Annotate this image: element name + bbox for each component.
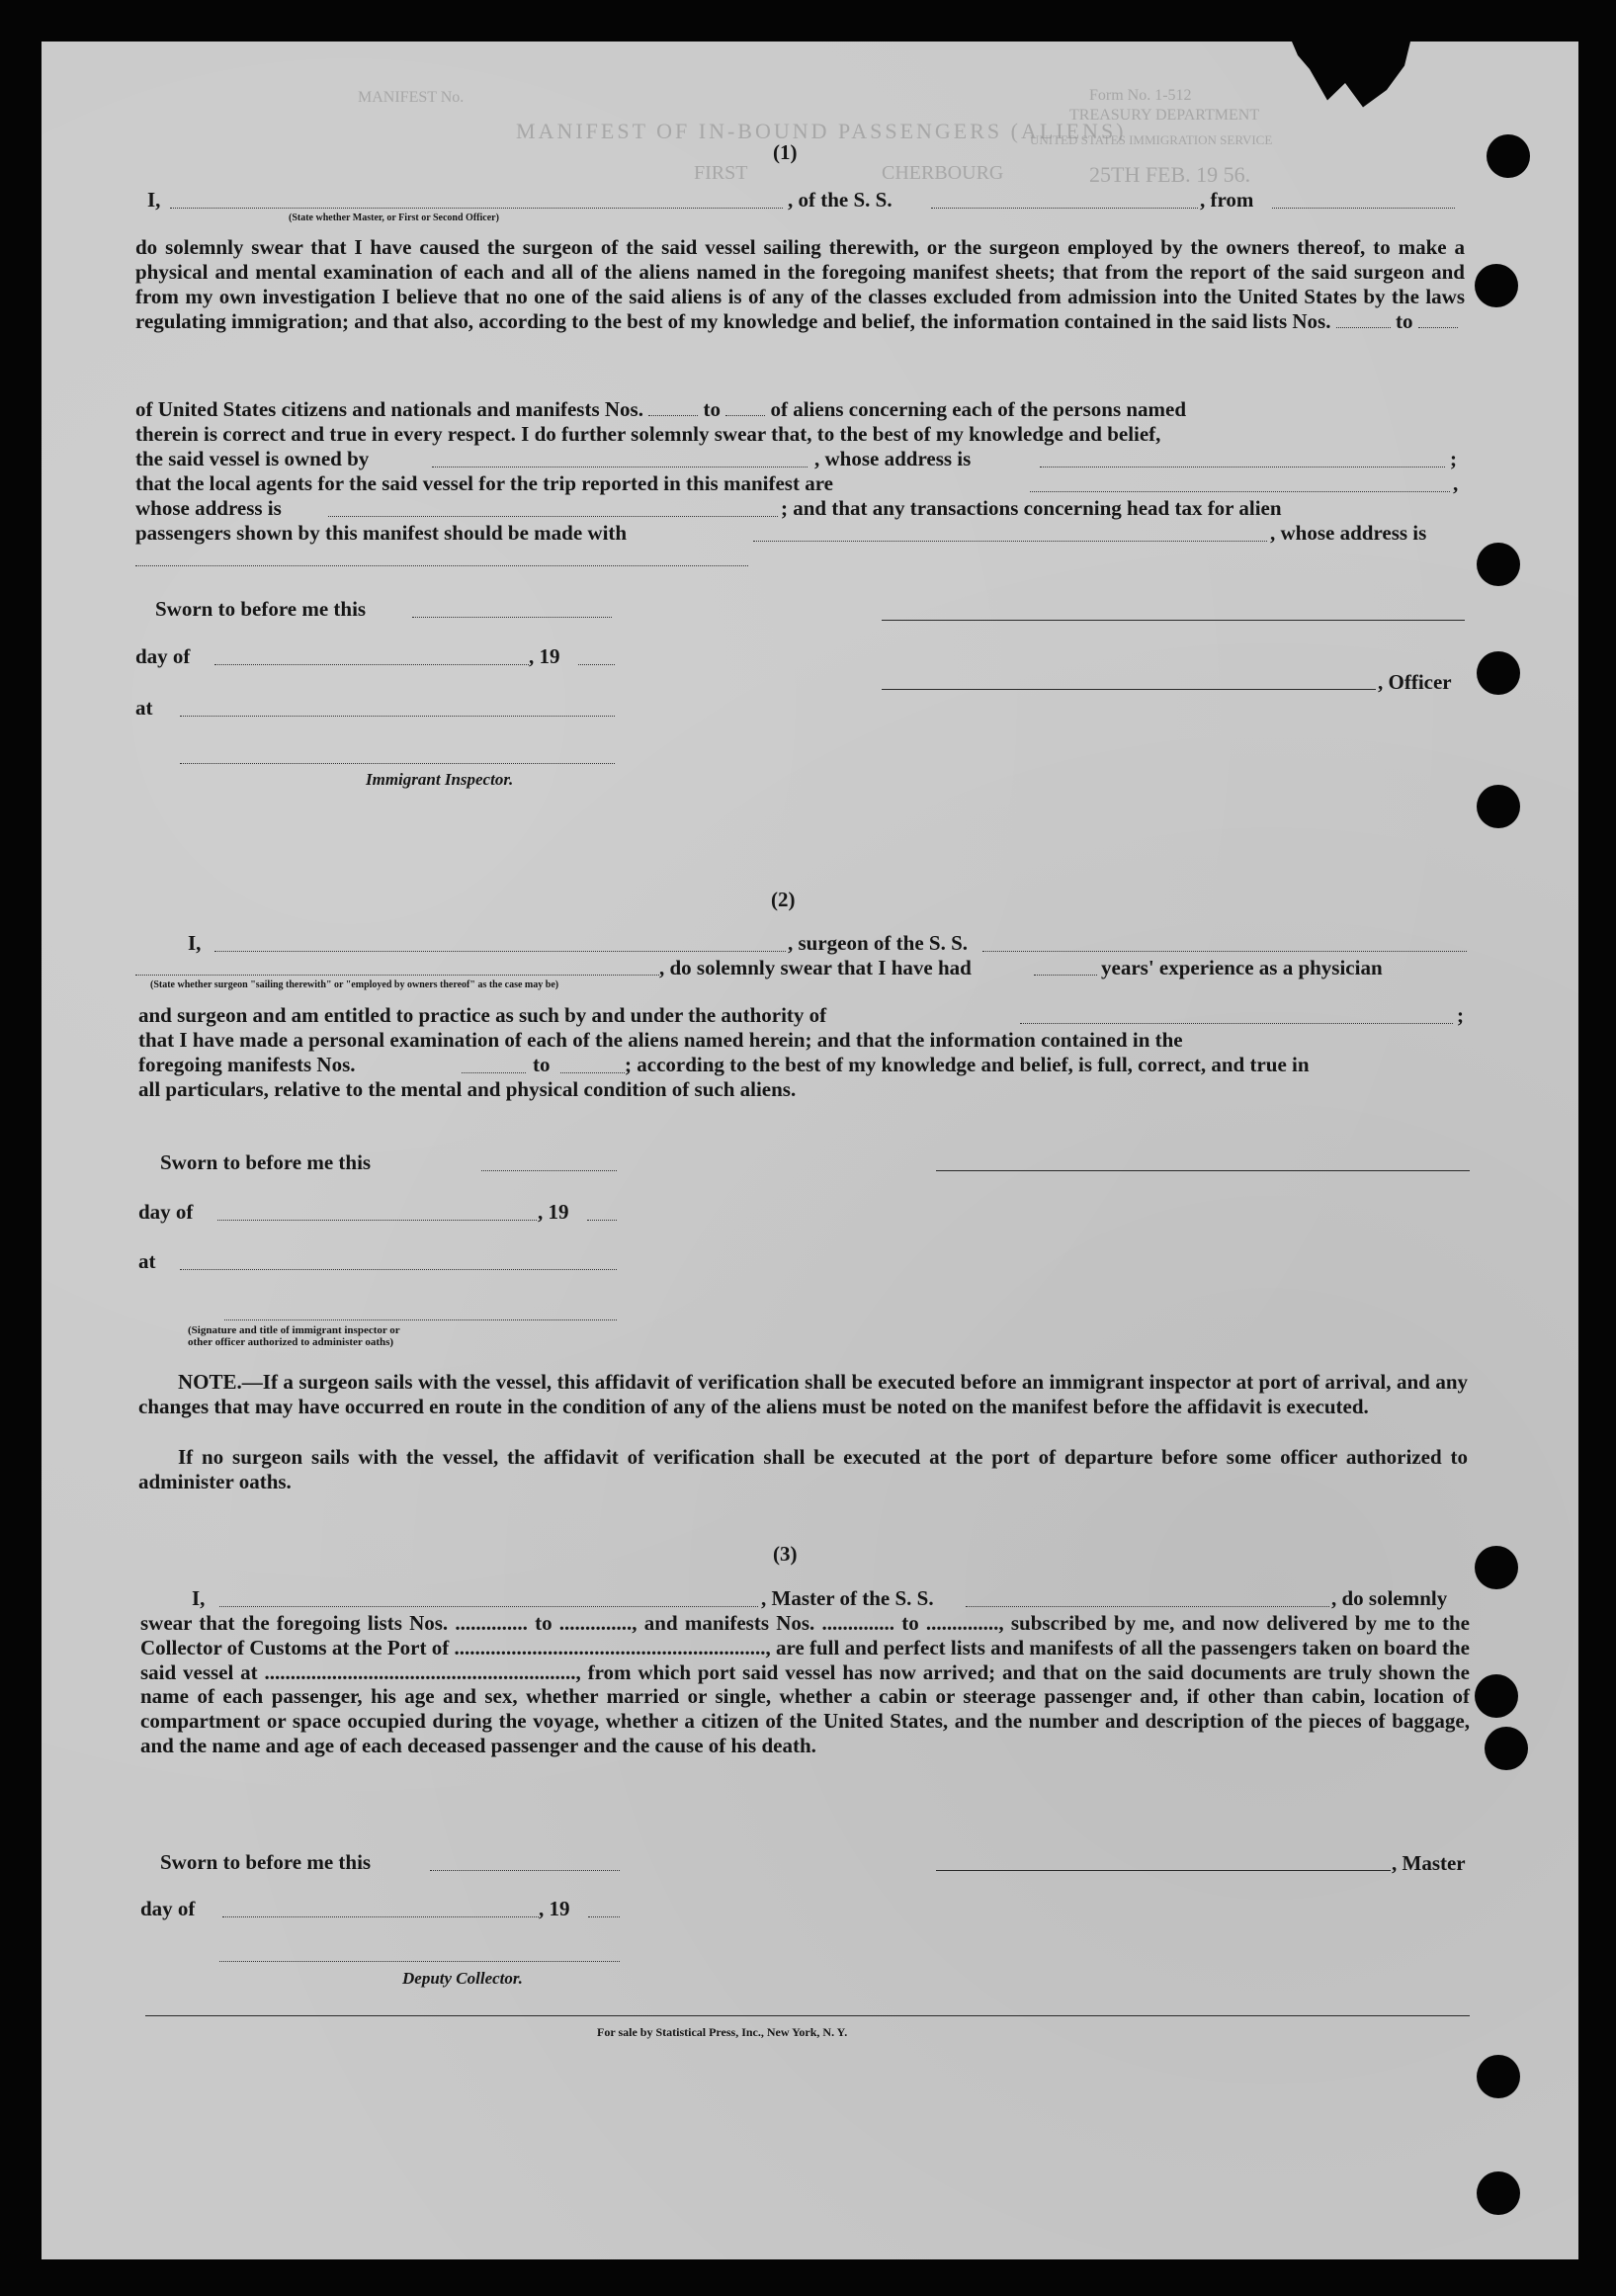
s3-collector-field[interactable]: [219, 1961, 620, 1962]
s1-master-signature-line[interactable]: [882, 620, 1465, 621]
s2-signature-note-2: other officer authorized to administer oaths): [188, 1336, 394, 1348]
s2-years-field[interactable]: [1034, 975, 1097, 976]
s3-master-signature-line[interactable]: [936, 1870, 1391, 1871]
s1-of-ss: , of the S. S.: [788, 188, 893, 212]
s1-owner-address-field[interactable]: [1040, 467, 1445, 468]
s2-swear: , do solemnly swear that I have had: [659, 956, 972, 979]
note-text-2: If no surgeon sails with the vessel, the affidavit of verification shall be executed at the port of departure before some officer authorized to administer oaths.: [138, 1445, 1468, 1493]
s1-name-field[interactable]: [170, 208, 783, 209]
s3-body-text: swear that the foregoing lists Nos. .............. to .............., and manifests Nos. .............. to .............., subscribed by me, and now delivered by me to the Collector of Customs at the Port of ............................................................, are full and perfect lists and manifests of all the passengers taken on board the said vessel at ............................................................, from which port said vessel has now arrived; and that on the said documents are truly shown the name of each passenger, his age and sex, whether married or single, whether a cabin or steerage passenger and, if other than cabin, location of compartment or space occupied during the voyage, whether a citizen of the United States, and the number and description of the pieces of baggage, and the name and age of each deceased passenger and the cause of his death.: [140, 1611, 1470, 1757]
s2-at: at: [138, 1249, 156, 1273]
printer-credit: For sale by Statistical Press, Inc., New York, N. Y.: [597, 2025, 848, 2039]
ghost-service: UNITED STATES IMMIGRATION SERVICE: [1030, 132, 1273, 147]
s2-inspector-field[interactable]: [224, 1319, 617, 1320]
s2-nineteen: , 19: [538, 1200, 569, 1224]
s1-sworn: Sworn to before me this: [155, 597, 367, 621]
ghost-port: CHERBOURG: [882, 162, 1004, 184]
s2-surgeon-signature-line[interactable]: [936, 1170, 1470, 1171]
s2-exam: that I have made a personal examination of each of the aliens named herein; and that the information contained in the: [138, 1028, 1183, 1052]
s1-state-whether: (State whether Master, or First or Second Officer): [289, 213, 499, 223]
ghost-title: MANIFEST OF IN-BOUND PASSENGERS (ALIENS): [516, 119, 1127, 143]
s2-signature-note-1: (Signature and title of immigrant inspector or: [188, 1324, 400, 1336]
s1-at-field[interactable]: [180, 716, 615, 717]
s2-i-label: I,: [188, 931, 202, 955]
s3-nineteen: , 19: [539, 1897, 570, 1920]
s1-from: , from: [1200, 188, 1254, 212]
punch-hole: [1477, 2171, 1520, 2215]
s1-body-text: do solemnly swear that I have caused the surgeon of the said vessel sailing therewith, or the surgeon employed by the owners thereof, to make a physical and mental examination of each and all of the aliens named in the foregoing manifest sheets; that from the report of the said surgeon and from my own investigation I believe that no one of the said aliens is of any of the classes excluded from admission into the United States by the laws regulating immigration; and that also, according to the best of my knowledge and belief, the information contained in the said lists Nos. to: [135, 235, 1465, 333]
section-2-number: (2): [771, 888, 796, 911]
s2-according: ; according to the best of my knowledge and belief, is full, correct, and true in: [625, 1053, 1310, 1076]
s1-year-field[interactable]: [578, 664, 615, 665]
punch-hole: [1475, 1674, 1518, 1718]
s2-from-no-field[interactable]: [462, 1072, 526, 1073]
s1-at: at: [135, 696, 153, 720]
s3-i-label: I,: [192, 1586, 206, 1610]
s1-passengers: passengers shown by this manifest should be made with: [135, 521, 628, 545]
s1-whose-address-3: , whose address is: [1270, 521, 1427, 545]
punch-hole: [1477, 651, 1520, 695]
s1-whose-address-2: whose address is: [135, 496, 282, 520]
s2-entitled: and surgeon and am entitled to practice as such by and under the authority of: [138, 1003, 827, 1027]
s1-day-field[interactable]: [214, 664, 529, 665]
s2-sworn-field[interactable]: [481, 1170, 617, 1171]
s1-owned-by: the said vessel is owned by: [135, 447, 370, 470]
s3-sworn: Sworn to before me this: [160, 1850, 372, 1874]
punch-hole: [1485, 1727, 1528, 1770]
s1-therein-line: therein is correct and true in every respect. I do further solemnly swear that, to the best of my knowledge and belief,: [135, 422, 1161, 446]
s2-state-whether: (State whether surgeon "sailing therewith" or "employed by owners thereof" as the case may be): [150, 979, 559, 990]
s3-do-solemnly: , do solemnly: [1331, 1586, 1448, 1610]
punch-hole: [1477, 785, 1520, 828]
section-3-number: (3): [773, 1542, 798, 1566]
s2-status-field[interactable]: [135, 975, 659, 976]
s2-day-of: day of: [138, 1200, 194, 1224]
punch-hole: [1487, 134, 1530, 178]
s1-officer-line[interactable]: [882, 689, 1376, 690]
s1-owner-field[interactable]: [432, 467, 808, 468]
s3-day-of: day of: [140, 1897, 196, 1920]
note-text-1: —If a surgeon sails with the vessel, this affidavit of verification shall be executed before an immigrant inspector at port of arrival, and any changes that may have occurred en route in the condition of any of the aliens must be noted on the manifest before the affidavit is executed.: [138, 1370, 1468, 1418]
s2-semicolon: ;: [1457, 1003, 1464, 1027]
punch-hole: [1475, 1546, 1518, 1589]
s1-officer: , Officer: [1378, 670, 1452, 694]
ghost-class: FIRST: [694, 162, 748, 184]
s2-day-field[interactable]: [217, 1220, 537, 1221]
s2-to-no-field[interactable]: [560, 1072, 625, 1073]
s1-agents-address-field[interactable]: [328, 516, 778, 517]
s1-comma: ,: [1453, 471, 1459, 495]
s1-whose-address: , whose address is: [814, 447, 972, 470]
note-label: NOTE.: [178, 1370, 242, 1394]
s2-years: years' experience as a physician: [1101, 956, 1383, 979]
s1-head-tax-field[interactable]: [753, 541, 1267, 542]
torn-corner: [1292, 42, 1410, 111]
punch-hole: [1477, 543, 1520, 586]
s1-citizens-line: of United States citizens and nationals and manifests Nos. to of aliens concerning each of the persons named: [135, 397, 1187, 421]
ghost-date: 25TH FEB. 19 56.: [1089, 162, 1251, 187]
section-1-number: (1): [773, 140, 798, 164]
s2-to: to: [533, 1053, 551, 1076]
s1-inspector-field[interactable]: [180, 763, 615, 764]
s2-year-field[interactable]: [587, 1220, 617, 1221]
punch-hole: [1475, 264, 1518, 307]
s2-name-field[interactable]: [214, 951, 786, 952]
note-paragraph-2: [138, 1445, 1468, 1494]
s2-foregoing: foregoing manifests Nos.: [138, 1053, 356, 1076]
s1-i-label: I,: [147, 188, 161, 212]
s2-particulars: all particulars, relative to the mental and physical condition of such aliens.: [138, 1077, 797, 1101]
s3-sworn-field[interactable]: [430, 1870, 620, 1871]
footer-rule: [145, 2015, 1470, 2016]
s3-year-field[interactable]: [588, 1916, 620, 1917]
s1-head-tax: ; and that any transactions concerning head tax for alien: [781, 496, 1282, 520]
s3-name-field[interactable]: [219, 1606, 758, 1607]
s3-deputy-label: Deputy Collector.: [402, 1969, 523, 1988]
s2-at-field[interactable]: [180, 1269, 617, 1270]
s1-day-of: day of: [135, 644, 191, 668]
s2-surgeon-of: , surgeon of the S. S.: [788, 931, 969, 955]
s2-authority-field[interactable]: [1020, 1023, 1453, 1024]
s3-day-field[interactable]: [222, 1916, 539, 1917]
s2-ship-field[interactable]: [982, 951, 1467, 952]
s1-from-field[interactable]: [1272, 208, 1455, 209]
ghost-form-no: Form No. 1-512: [1089, 87, 1192, 104]
punch-hole: [1477, 2055, 1520, 2098]
ghost-dept: TREASURY DEPARTMENT: [1069, 107, 1260, 124]
s1-semicolon: ;: [1450, 447, 1457, 470]
s3-master: , Master: [1392, 1851, 1466, 1875]
ghost-manifest-no: MANIFEST No.: [358, 89, 465, 106]
s1-ship-field[interactable]: [931, 208, 1198, 209]
s1-local-agents: that the local agents for the said vessel for the trip reported in this manifest are: [135, 471, 833, 495]
s1-sworn-field[interactable]: [412, 617, 612, 618]
s1-head-tax-address-field[interactable]: [135, 565, 748, 566]
note-paragraph-1: [138, 1370, 1468, 1419]
s1-agents-field[interactable]: [1030, 491, 1450, 492]
s3-ship-field[interactable]: [966, 1606, 1329, 1607]
document-page: [42, 42, 1578, 2259]
s2-sworn: Sworn to before me this: [160, 1150, 372, 1174]
s3-master-of: , Master of the S. S.: [761, 1586, 934, 1610]
s1-nineteen: , 19: [529, 644, 560, 668]
s1-inspector-label: Immigrant Inspector.: [366, 770, 514, 789]
